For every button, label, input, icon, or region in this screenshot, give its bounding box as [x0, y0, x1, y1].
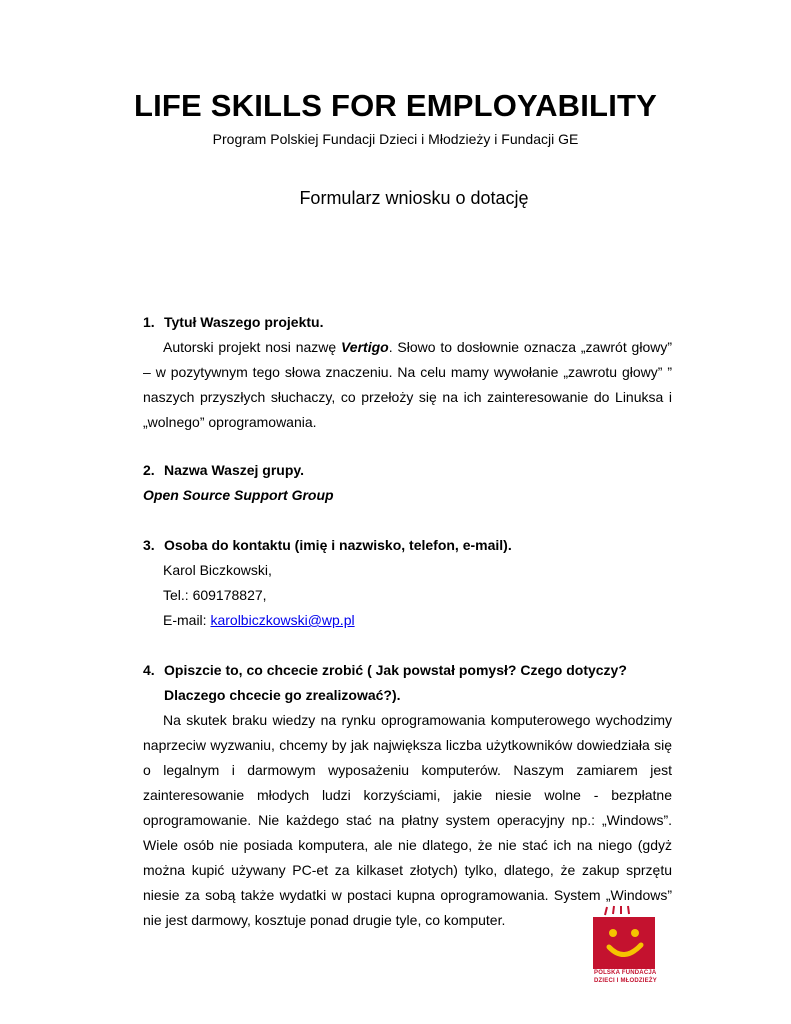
section-1-heading — [143, 310, 672, 335]
logo-eye — [631, 929, 639, 937]
section-3-heading — [143, 533, 672, 558]
document-title: LIFE SKILLS FOR EMPLOYABILITY — [133, 88, 658, 123]
section-1-paragraph — [143, 335, 672, 435]
paragraph-text: . Słowo to dosłownie oznacza „zawrót głowy” – w pozytywnym tego słowa znaczeniu. Na celu mamy wywołanie „zawrotu głowy” ” naszych przyszłych słuchaczy, co przełoży się na ich zainteresowanie do Linuksa i „wolnego” oprogramowania. — [143, 339, 672, 430]
spacer — [143, 633, 672, 658]
logo-caption-line: POLSKA FUNDACJA — [594, 970, 657, 976]
section-2-heading — [143, 458, 672, 483]
section-number: 2. — [143, 462, 155, 478]
group-name: Open Source Support Group — [143, 487, 334, 503]
paragraph-text: Autorski projekt nosi nazwę — [163, 339, 341, 355]
spacer — [143, 508, 672, 533]
contact-email-line — [143, 608, 672, 633]
section-heading-text: Osoba do kontaktu (imię i nazwisko, telefon, e-mail). — [164, 537, 512, 553]
contact-phone: Tel.: 609178827, — [163, 587, 267, 603]
logo-caption-line: DZIECI I MŁODZIEŻY — [594, 978, 657, 984]
section-number: 1. — [143, 314, 155, 330]
logo-red-square — [593, 917, 655, 969]
section-number: 4. — [143, 662, 155, 678]
section-4-heading — [143, 658, 672, 708]
section-4-paragraph: Na skutek braku wiedzy na rynku oprogramowania komputerowego wychodzimy naprzeciw wyzwaniu, chcemy by jak największa liczba użytkowników dowiedziała się o legalnym i darmowym wyposażeniu komputerów. Naszym zamiarem jest zainteresowanie młodych ludzi korzyściami, jakie niesie wolne - bezpłatne oprogramowanie. Nie każdego stać na płatny system operacyjny np.: „Windows”. Wiele osób nie posiada komputera, ale nie dlatego, że nie stać ich na niego (gdyż można kupić używany PC-et za kilkaset złotych) tylko, dlatego, że zakup sprzętu niesie za sobą także wydatki w postaci kupna oprogramowania. System „Windows” nie jest darmowy, kosztuje ponad drugie tyle, co komputer. — [143, 712, 672, 928]
logo-eye — [609, 929, 617, 937]
email-link[interactable]: karolbiczkowski@wp.pl — [210, 612, 355, 628]
section-heading-text: Tytuł Waszego projektu. — [164, 314, 324, 330]
section-number: 3. — [143, 537, 155, 553]
logo-hair-strokes — [605, 906, 629, 915]
contact-name: Karol Biczkowski, — [163, 562, 272, 578]
document-subtitle: Program Polskiej Fundacji Dzieci i Młodzieży i Fundacji GE — [212, 131, 579, 147]
spacer — [143, 435, 672, 458]
project-name: Vertigo — [340, 339, 389, 355]
form-content — [143, 310, 672, 933]
section-heading-text: Nazwa Waszej grupy. — [164, 462, 305, 478]
section-heading-text: Opiszcie to, co chcecie zrobić ( Jak powstał pomysł? Czego dotyczy? Dlaczego chcecie go zrealizować?). — [164, 662, 627, 703]
email-label: E-mail: — [163, 612, 211, 628]
form-title: Formularz wniosku o dotację — [299, 188, 529, 208]
logo-caption — [594, 969, 674, 985]
